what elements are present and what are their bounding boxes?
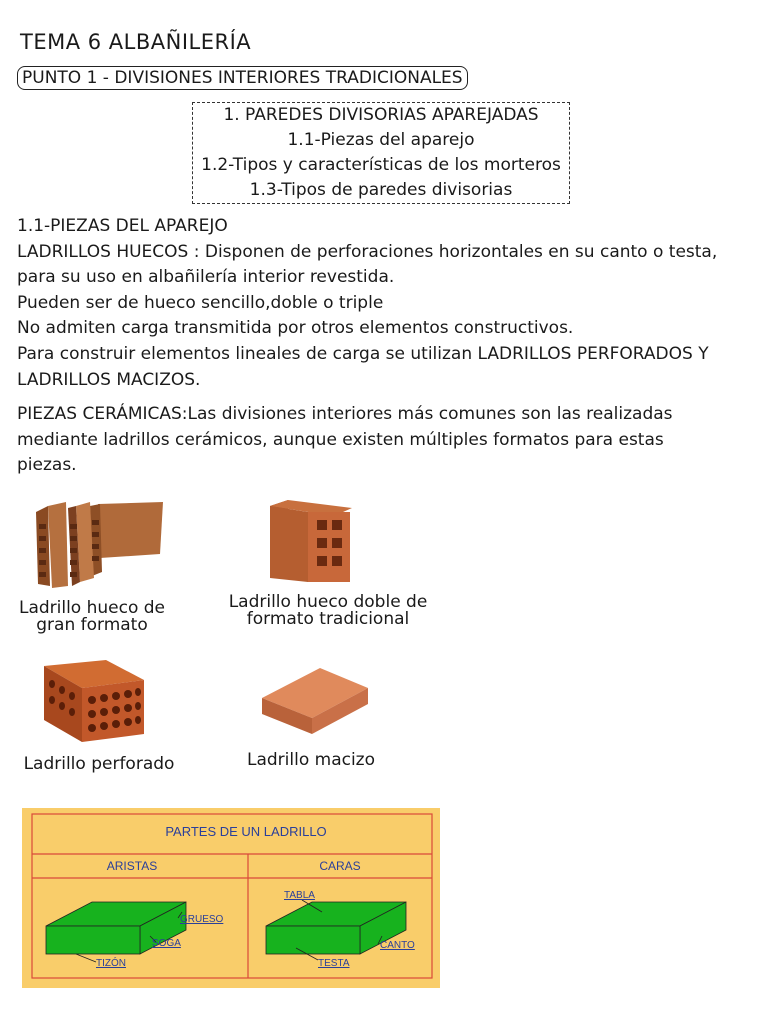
- text-line: LADRILLOS HUECOS : Disponen de perforaciones horizontales en su canto o testa,: [17, 241, 718, 262]
- text-line: piezas.: [17, 455, 77, 476]
- text-line: LADRILLOS MACIZOS.: [17, 369, 201, 390]
- table-of-contents: [192, 102, 570, 204]
- label-soga: SOGA: [152, 938, 181, 949]
- caption-line: Ladrillo hueco doble de: [228, 592, 428, 612]
- label-tabla: TABLA: [284, 890, 315, 901]
- body-paragraph-2: [17, 402, 757, 479]
- caption-line: gran formato: [36, 615, 148, 635]
- label-tizon: TIZÓN: [96, 958, 126, 969]
- text-line: PIEZAS CERÁMICAS:Las divisiones interiores más comunes son las realizadas: [17, 404, 673, 424]
- text-line: mediante ladrillos cerámicos, aunque existen múltiples formatos para estas: [17, 429, 664, 450]
- diagram-right-header: CARAS: [319, 859, 361, 873]
- caption-doble: [222, 594, 434, 628]
- label-canto: CANTO: [380, 940, 415, 951]
- section-box-title: PUNTO 1 - DIVISIONES INTERIORES TRADICIONALES: [17, 66, 468, 90]
- page-title: TEMA 6 ALBAÑILERÍA: [20, 30, 252, 54]
- caption-line: formato tradicional: [246, 609, 410, 629]
- text-line: No admiten carga transmitida por otros elementos constructivos.: [17, 318, 574, 339]
- caption-macizo: Ladrillo macizo: [246, 750, 375, 770]
- hollow-brick-double-image: [268, 500, 352, 584]
- text-line: para su uso en albañilería interior revestida.: [17, 267, 395, 288]
- diagram-title: PARTES DE UN LADRILLO: [165, 824, 327, 839]
- perforated-brick-image: [40, 660, 146, 744]
- toc-item: 1.1-Piezas del aparejo: [287, 130, 475, 150]
- label-grueso: GRUESO: [180, 914, 224, 925]
- text-line: Pueden ser de hueco sencillo,doble o triple: [17, 292, 384, 313]
- section-heading: 1.1-PIEZAS DEL APAREJO: [17, 216, 228, 236]
- diagram-left-header: ARISTAS: [106, 859, 158, 873]
- brick-parts-diagram: [22, 808, 440, 988]
- caption-perforado: Ladrillo perforado: [23, 754, 175, 774]
- caption-gran-formato: [14, 600, 170, 634]
- caption-line: Ladrillo hueco de: [18, 598, 166, 618]
- label-testa: TESTA: [318, 958, 350, 969]
- toc-item: 1.3-Tipos de paredes divisorias: [249, 180, 513, 200]
- toc-item: 1. PAREDES DIVISORIAS APAREJADAS: [223, 105, 539, 125]
- solid-brick-image: [260, 664, 370, 736]
- hollow-brick-large-image: [28, 494, 168, 590]
- toc-item: 1.2-Tipos y características de los morteros: [201, 155, 561, 175]
- body-paragraph-1: [17, 214, 757, 393]
- text-line: Para construir elementos lineales de carga se utilizan LADRILLOS PERFORADOS Y: [17, 343, 709, 364]
